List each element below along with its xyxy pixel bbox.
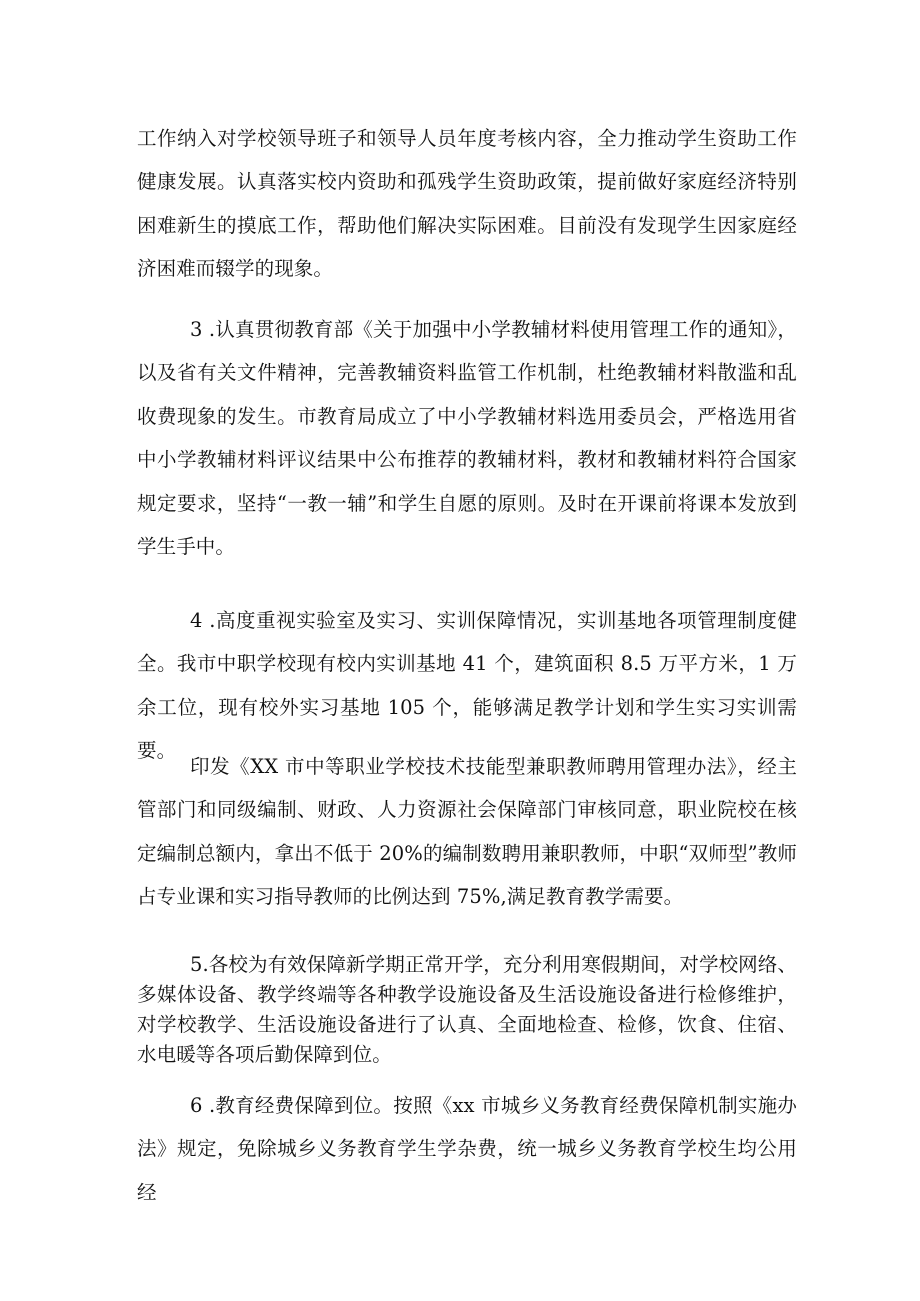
paragraph-resource-assessment: 工作纳入对学校领导班子和领导人员年度考核内容，全力推动学生资助工作健康发展。认真落实校内资助和孤残学生资助政策，提前做好家庭经济特别困难新生的摸底工作，帮助他们解决实际困难。目前没有发现学生因家庭经济困难而辍学的现象。: [137, 127, 797, 281]
paragraph-item-4-training-bases: 4 .高度重视实验室及实习、实训保障情况，实训基地各项管理制度健全。我市中职学校现有校内实训基地 41 个，建筑面积 8.5 万平方米，1 万余工位，现有校外实习基地 105 个，能够满足教学计划和学生实习实训需要。: [137, 609, 797, 763]
paragraph-item-3-teaching-materials: 3 .认真贯彻教育部《关于加强中小学教辅材料使用管理工作的通知》，以及省有关文件精神，完善教辅资料监管工作机制，杜绝教辅材料散滥和乱收费现象的发生。市教育局成立了中小学教辅材料选用委员会，严格选用省中小学教辅材料评议结果中公布推荐的教辅材料，教材和教辅材料符合国家规定要求，坚持“一教一辅”和学生自愿的原则。及时在开课前将课本发放到学生手中。: [137, 318, 797, 559]
paragraph-part-time-teachers: 印发《XX 市中等职业学校技术技能型兼职教师聘用管理办法》，经主管部门和同级编制、财政、人力资源社会保障部门审核同意，职业院校在核定编制总额内，拿出不低于 20%的编制数聘用兼职教师，中职“双师型”教师占专业课和实习指导教师的比例达到 75%,满足教育教学需要。: [137, 755, 797, 909]
paragraph-item-6-education-funding: 6 .教育经费保障到位。按照《xx 市城乡义务教育经费保障机制实施办法》规定，免除城乡义务教育学生学杂费，统一城乡义务教育学校生均公用经: [137, 1094, 797, 1204]
paragraph-item-5-facility-maintenance: 5.各校为有效保障新学期正常开学，充分利用寒假期间，对学校网络、多媒体设备、教学终端等各种教学设施设备及生活设施设备进行检修维护，对学校教学、生活设施设备进行了认真、全面地检查、检修，饮食、住宿、水电暖等各项后勤保障到位。: [137, 953, 797, 1066]
